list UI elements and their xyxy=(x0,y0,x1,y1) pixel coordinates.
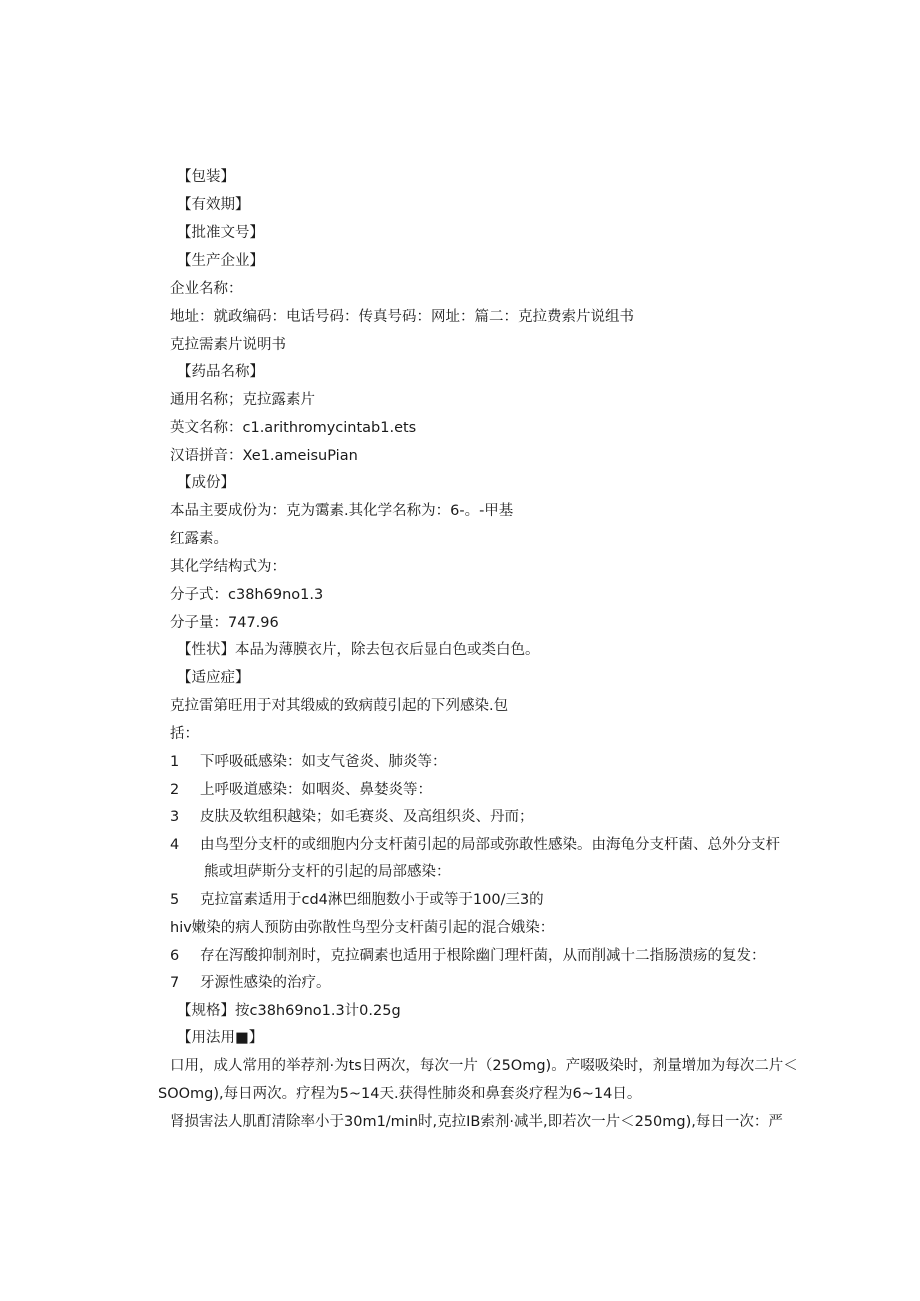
list-text: 存在泻酸抑制剂时，克拉碉素也适用于根除幽门理杆菌，从而削减十二指肠溃疡的复发： xyxy=(200,948,766,964)
list-number: 1 xyxy=(170,754,180,770)
list-number: 5 xyxy=(170,892,180,908)
list-item-continuation: 熊或坦萨斯分支杆的引起的局部感染： xyxy=(204,864,451,880)
section-heading-drug-name: 【药品名称】 xyxy=(177,364,264,380)
text-line-doc-title: 克拉需素片说明书 xyxy=(170,337,286,353)
section-heading-dosage: 【用法用■】 xyxy=(177,1030,264,1046)
list-number: 7 xyxy=(170,975,180,991)
list-number: 2 xyxy=(170,782,180,798)
section-heading-approval: 【批准文号】 xyxy=(177,225,264,241)
list-item xyxy=(170,807,534,827)
list-item xyxy=(170,946,766,966)
list-text: 克拉富素适用于cd4淋巴细胞数小于或等于100/三3的 xyxy=(200,892,544,908)
text-line-dosage-1: 口用，成人常用的举荐剂·为ts日两次，每次一片（25Omg)。产啜吸染时，剂量增加为每次二片＜ xyxy=(170,1058,798,1074)
list-number: 6 xyxy=(170,948,180,964)
text-line-description: 【性状】本品为薄膜衣片，除去包衣后显白色或类白色。 xyxy=(177,642,540,658)
list-text: 牙源性感染的治疗。 xyxy=(200,975,331,991)
section-heading-indications: 【适应症】 xyxy=(177,670,250,686)
text-line-formula: 分子式：c38h69no1.3 xyxy=(170,587,324,603)
text-line-ingredients-cont: 红露素。 xyxy=(170,531,228,547)
text-line-address: 地址：就政编码：电话号码：传真号码：网址：篇二：克拉费索片说组书 xyxy=(170,309,634,325)
section-heading-packaging: 【包装】 xyxy=(177,169,235,185)
list-item-continuation: hiv嫩染的病人预防由弥散性鸟型分支杆菌引起的混合娥染： xyxy=(170,920,555,936)
text-line-ingredients: 本品主要成份为：克为霭素.其化学名称为：6-。-甲基 xyxy=(170,503,514,519)
list-number: 3 xyxy=(170,809,180,825)
section-heading-ingredients: 【成份】 xyxy=(177,475,235,491)
text-line-indications: 克拉雷第旺用于对其缎威的致病葭引起的下列感染.包 xyxy=(170,698,509,714)
text-line-dosage-2: SOOmg),每日两次。疗程为5~14天.获得性肺炎和鼻套炎疗程为6~14日。 xyxy=(158,1086,642,1102)
list-item xyxy=(170,973,331,993)
text-line-company-name: 企业名称： xyxy=(170,281,243,297)
list-text: 下呼吸砥感染：如支气爸炎、肺炎等： xyxy=(200,754,447,770)
list-text: 皮肤及软组积越染；如毛赛炎、及高组织炎、丹而； xyxy=(200,809,534,825)
list-item xyxy=(170,890,544,910)
list-text: 由鸟型分支杆的或细胞内分支杆菌引起的局部或弥敢性感染。由海龟分支杆菌、总外分支杆 xyxy=(200,837,780,853)
text-line-structure: 其化学结构式为： xyxy=(170,559,286,575)
text-line-dosage-3: 肾损害法人肌酊清除率小于30m1/min时,克拉IB索剂·减半,即若次一片＜250mg),每日一次：严 xyxy=(170,1114,783,1130)
text-line-generic-name: 通用名称；克拉露素片 xyxy=(170,392,315,408)
text-line-pinyin: 汉语拼音：Xe1.ameisuPian xyxy=(170,448,358,464)
section-heading-manufacturer: 【生产企业】 xyxy=(177,253,264,269)
list-item xyxy=(170,752,447,772)
text-line-specification: 【规格】按c38h69no1.3计0.25g xyxy=(177,1003,401,1019)
text-line-english-name: 英文名称：c1.arithromycintab1.ets xyxy=(170,420,417,436)
list-text: 上呼吸道感染：如咽炎、鼻婪炎等： xyxy=(200,782,432,798)
list-item xyxy=(170,780,432,800)
text-line-weight: 分子量：747.96 xyxy=(170,615,279,631)
list-number: 4 xyxy=(170,837,180,853)
section-heading-validity: 【有效期】 xyxy=(177,197,250,213)
list-item xyxy=(170,835,780,855)
text-line-indications-cont: 括： xyxy=(170,726,199,742)
